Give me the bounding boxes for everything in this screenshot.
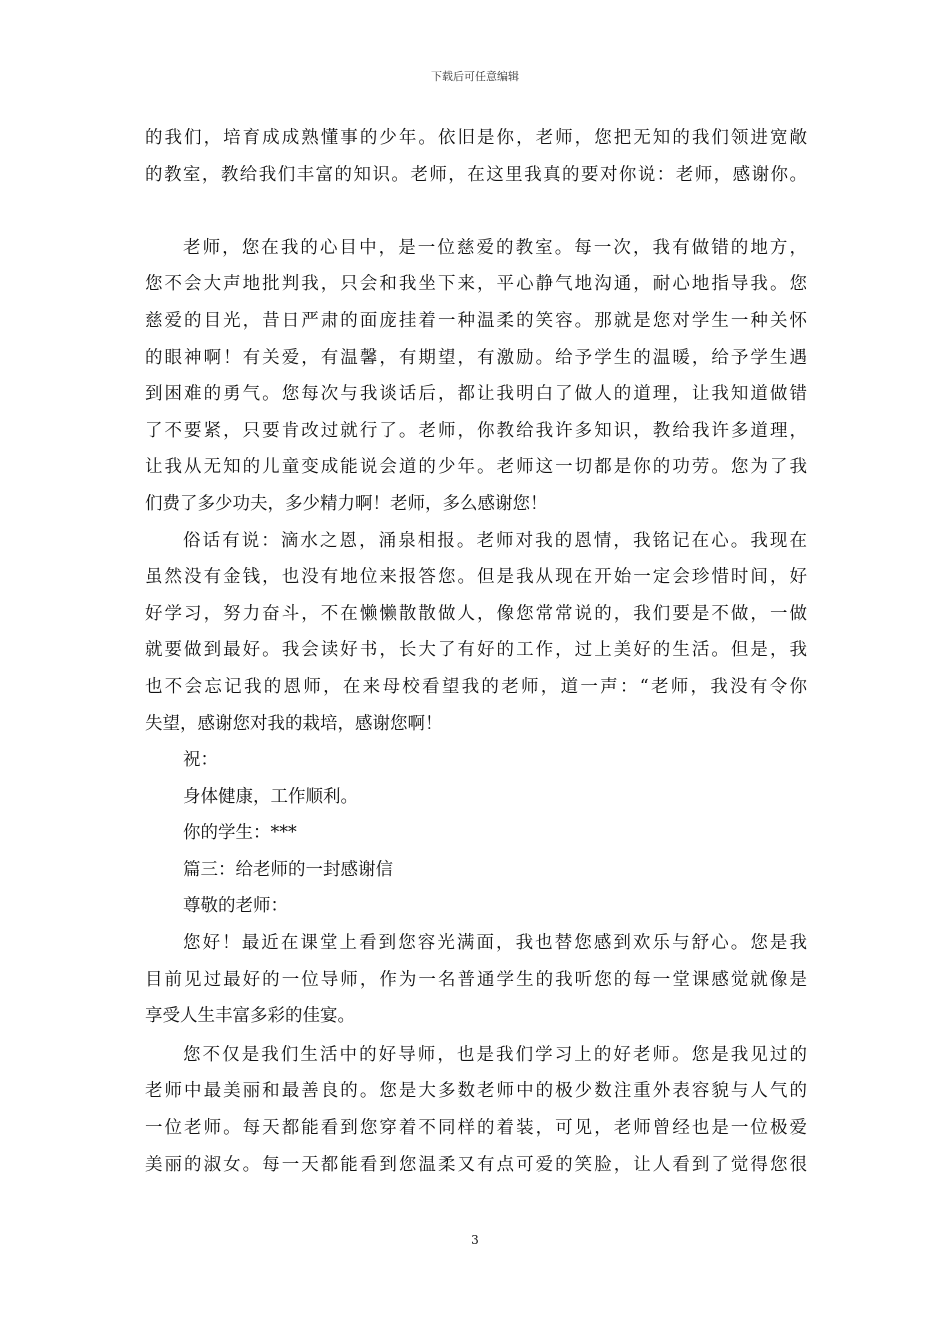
text-line: 享受人生丰富多彩的佳宴。	[145, 1006, 355, 1027]
text-line: 让我从无知的儿童变成能说会道的少年。老师这一切都是你的功劳。您为了我	[145, 457, 807, 478]
text-line: 们费了多少功夫，多少精力啊！老师，多么感谢您！	[145, 493, 548, 514]
section-title: 篇三：给老师的一封感谢信	[183, 859, 393, 880]
text-line: 好学习，努力奋斗，不在懒懒散散做人，像您常常说的，我们要是不做，一做	[145, 603, 807, 624]
text-line: 美丽的淑女。每一天都能看到您温柔又有点可爱的笑脸，让人看到了觉得您很	[145, 1154, 807, 1175]
text-line: 您不仅是我们生活中的好导师，也是我们学习上的好老师。您是我见过的	[183, 1044, 807, 1065]
page-number: 3	[471, 1233, 479, 1247]
text-line: 也不会忘记我的恩师，在来母校看望我的老师，道一声：“老师，我没有令你	[145, 676, 807, 697]
text-line: 尊敬的老师：	[183, 896, 288, 917]
text-line: 虽然没有金钱，也没有地位来报答您。但是我从现在开始一定会珍惜时间，好	[145, 567, 807, 588]
text-line: 你的学生：***	[183, 823, 297, 844]
text-line: 老师中最美丽和最善良的。您是大多数老师中的极少数注重外表容貌与人气的	[145, 1081, 807, 1102]
page-header: 下载后可任意编辑	[431, 70, 519, 83]
text-line: 您好！最近在课堂上看到您容光满面，我也替您感到欢乐与舒心。您是我	[183, 933, 807, 954]
paragraph-gap	[145, 193, 807, 230]
text-line: 的教室，教给我们丰富的知识。老师，在这里我真的要对你说：老师，感谢你。	[145, 164, 807, 185]
text-line: 目前见过最好的一位导师，作为一名普通学生的我听您的每一堂课感觉就像是	[145, 969, 807, 990]
text-line: 的眼神啊！有关爱，有温馨，有期望，有激励。给予学生的温暖，给予学生遇	[145, 347, 807, 368]
text-line: 俗话有说：滴水之恩，涌泉相报。老师对我的恩情，我铭记在心。我现在	[183, 530, 807, 551]
text-line: 慈爱的目光，昔日严肃的面庞挂着一种温柔的笑容。那就是您对学生一种关怀	[145, 310, 807, 331]
body-text	[145, 120, 807, 1183]
text-line: 祝：	[183, 750, 218, 771]
text-line: 老师，您在我的心目中，是一位慈爱的教室。每一次，我有做错的地方，	[183, 237, 807, 258]
text-line: 的我们，培育成成熟懂事的少年。依旧是你，老师，您把无知的我们领进宽敞	[145, 128, 807, 148]
text-line: 了不要紧，只要肯改过就行了。老师，你教给我许多知识，教给我许多道理，	[145, 420, 807, 441]
text-line: 一位老师。每天都能看到您穿着不同样的着装，可见，老师曾经也是一位极爱	[145, 1118, 807, 1139]
text-line: 就要做到最好。我会读好书，长大了有好的工作，过上美好的生活。但是，我	[145, 640, 807, 661]
text-line: 到困难的勇气。您每次与我谈话后，都让我明白了做人的道理，让我知道做错	[145, 384, 807, 405]
text-line: 您不会大声地批判我，只会和我坐下来，平心静气地沟通，耐心地指导我。您	[145, 274, 807, 295]
text-line: 身体健康，工作顺利。	[183, 786, 358, 807]
text-line: 失望，感谢您对我的栽培，感谢您啊！	[145, 713, 443, 734]
